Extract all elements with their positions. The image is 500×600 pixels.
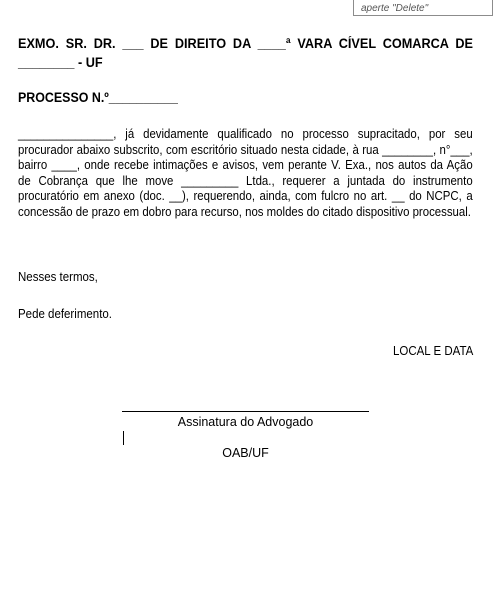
delete-hint-text: aperte "Delete" <box>361 3 429 14</box>
process-number[interactable]: PROCESSO N.º__________ <box>18 90 178 105</box>
oab-label[interactable]: OAB/UF <box>222 446 269 460</box>
signature-label[interactable]: Assinatura do Advogado <box>177 415 314 429</box>
closing-phrase[interactable]: Nesses termos, <box>18 270 98 284</box>
request-phrase[interactable]: Pede deferimento. <box>18 307 112 321</box>
delete-hint-tooltip <box>353 0 493 16</box>
signature-label-line[interactable] <box>122 414 369 445</box>
document-body-text[interactable]: _______________, já devidamente qualificado no processo supracitado, por seu procurador abaixo subscrito, com escritório situado nesta cidade, à rua ________, n°___, bairro ____, onde recebe intimações e avisos, vem perante V. Exa., nos autos da Ação de Cobrança que lhe move _________ Ltda., requerer a juntada do instrumento procuratório em anexo (doc. __), requerendo, ainda, com fulcro no art. __ do NCPC, a concessão de prazo em dobro para recurso, nos moldes do citado dispositivo processual. <box>18 127 473 219</box>
signature-block[interactable] <box>122 414 369 462</box>
signature-line <box>122 411 369 412</box>
document-body[interactable] <box>18 127 473 220</box>
document-header[interactable]: EXMO. SR. DR. ___ DE DIREITO DA ____ª VARA CÍVEL COMARCA DE ________ - UF <box>18 36 473 70</box>
local-and-date[interactable]: LOCAL E DATA <box>392 344 473 358</box>
text-cursor <box>123 431 124 445</box>
